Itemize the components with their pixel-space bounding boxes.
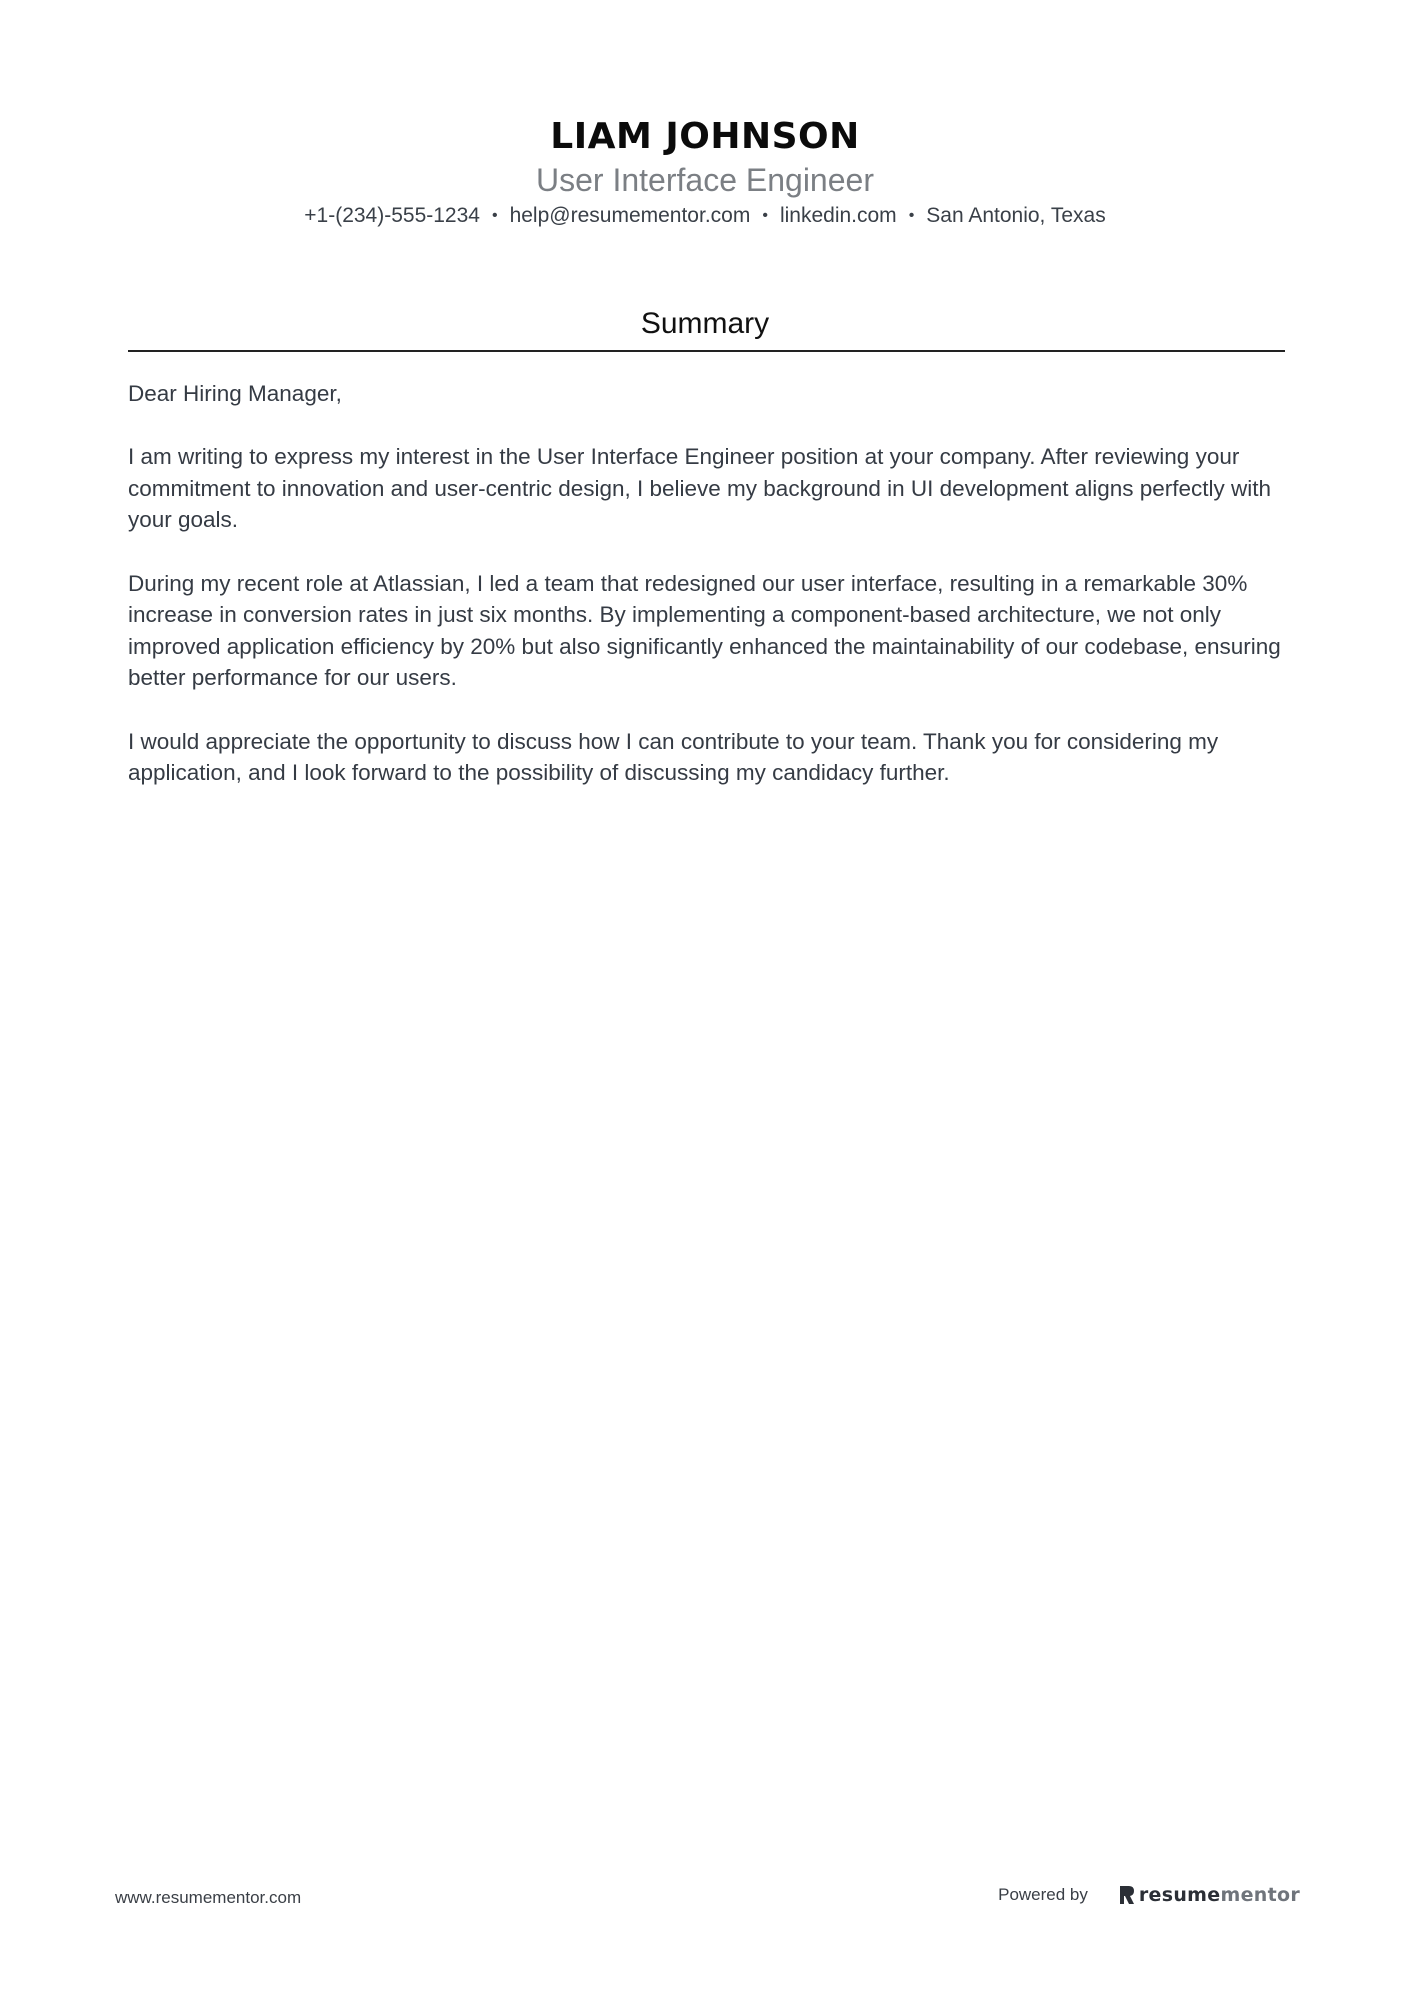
brand-text-resume: resume bbox=[1138, 1884, 1221, 1906]
job-title: User Interface Engineer bbox=[536, 162, 874, 198]
candidate-name: LIAM JOHNSON bbox=[550, 116, 860, 157]
separator-dot: • bbox=[491, 207, 498, 224]
section-divider bbox=[128, 350, 1285, 352]
footer-powered-by bbox=[998, 1884, 1300, 1906]
contact-line bbox=[0, 202, 1410, 230]
email-address: help@resumementor.com bbox=[509, 204, 751, 227]
letter-paragraph: I would appreciate the opportunity to discuss how I can contribute to your team. Thank you for considering my application, and I look forward to the possibility of discussing my candidacy further. bbox=[128, 728, 1219, 786]
letter-paragraph: I am writing to express my interest in the User Interface Engineer position at your company. After reviewing your commitment to innovation and user-centric design, I believe my background in UI development aligns perfectly with your goals. bbox=[128, 444, 1272, 533]
separator-dot: • bbox=[908, 207, 915, 224]
cover-letter-body bbox=[128, 378, 1288, 820]
letter-paragraph: During my recent role at Atlassian, I led a team that redesigned our user interface, resulting in a remarkable 30% increase in conversion rates in just six months. By implementing a component-based architecture, we not only improved application efficiency by 20% but also significantly enhanced the maintainability of our codebase, ensuring better performance for our users. bbox=[128, 570, 1281, 691]
letter-greeting: Dear Hiring Manager, bbox=[128, 381, 342, 406]
phone-number: +1-(234)-555-1234 bbox=[304, 204, 480, 227]
footer-website: www.resumementor.com bbox=[115, 1888, 302, 1907]
section-title-summary: Summary bbox=[640, 307, 770, 340]
separator-dot: • bbox=[762, 207, 768, 224]
resumementor-logo bbox=[1118, 1884, 1300, 1906]
location: San Antonio, Texas bbox=[926, 204, 1106, 227]
linkedin-link: linkedin.com bbox=[779, 204, 897, 227]
powered-by-label: Powered by bbox=[998, 1885, 1088, 1904]
resumementor-logo-icon bbox=[1118, 1884, 1136, 1906]
resume-header bbox=[0, 112, 1410, 230]
brand-text-mentor: mentor bbox=[1220, 1884, 1300, 1906]
